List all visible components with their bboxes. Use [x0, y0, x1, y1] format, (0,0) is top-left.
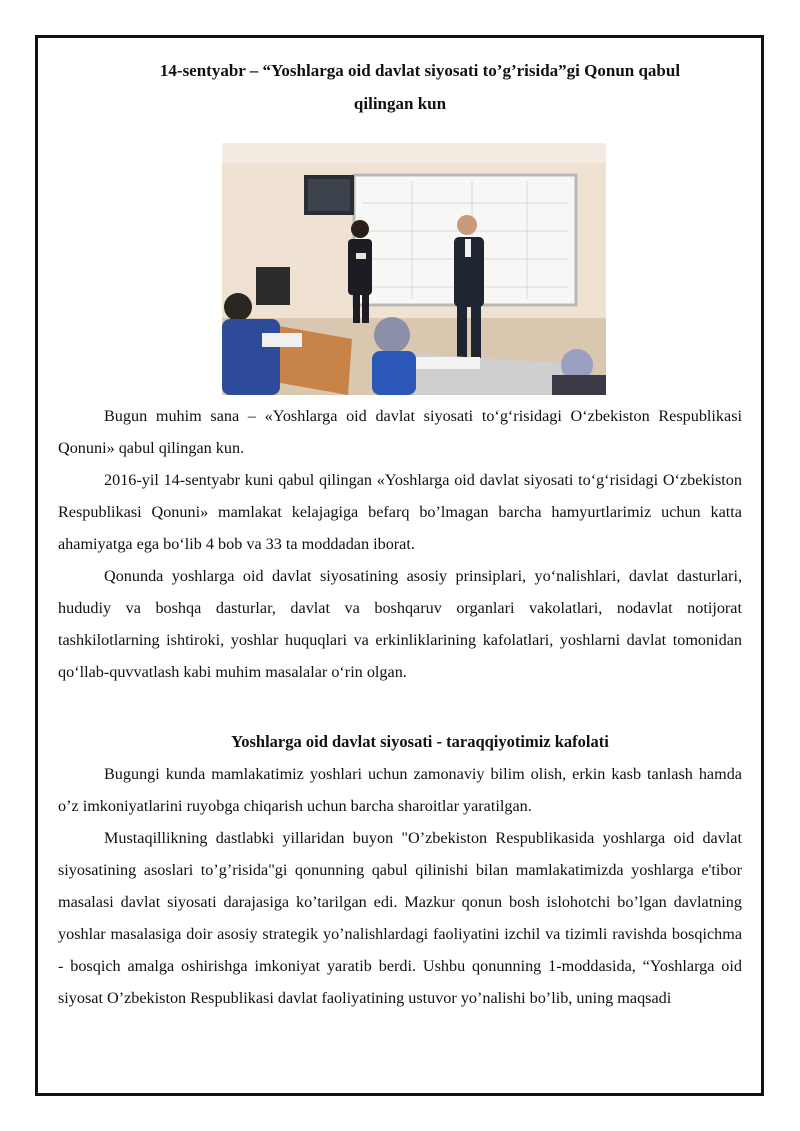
title-line-2: qilingan kun: [353, 94, 447, 113]
paragraph-4: Bugungi kunda mamlakatimiz yoshlari uchun zamonaviy bilim olish, erkin kasb tanlash hamda o’z imkoniyatlarini ruyobga chiqarish uchun barcha sharoitlar yaratilgan.: [58, 765, 742, 815]
paragraph-2: 2016-yil 14-sentyabr kuni qabul qilingan «Yoshlarga oid davlat siyosati to‘g‘risidagi O‘zbekiston Respublikasi Qonuni» mamlakat kelajagiga befarq bo’lmagan barcha hamyurtlarimiz uchun katta ahamiyatga ega bo‘lib 4 bob va 33 ta moddadan iborat.: [58, 471, 742, 553]
title-line-1: 14-sentyabr – “Yoshlarga oid davlat siyosati to’g’risida”gi Qonun qabul: [159, 61, 681, 80]
paragraph-3: Qonunda yoshlarga oid davlat siyosatining asosiy prinsiplari, yo‘nalishlari, davlat dasturlari, hududiy va boshqa dasturlar, davlat va boshqaruv organlari vakolatlari, nodavlat notijorat tashkilotlarning ishtiroki, yoshlar huquqlari va erkinliklarining kafolatlari, yoshlarni davlat tomonidan qo‘llab-quvvatlash kabi muhim masalalar o‘rin olgan.: [58, 567, 742, 681]
classroom-photo: [222, 143, 606, 395]
intro-section: [58, 400, 742, 688]
section-heading: Yoshlarga oid davlat siyosati - taraqqiyotimiz kafolati: [231, 732, 609, 751]
paragraph-1: Bugun muhim sana – «Yoshlarga oid davlat siyosati to‘g‘risidagi O‘zbekiston Respublikasi Qonuni» qabul qilingan kun.: [58, 407, 742, 457]
paragraph-5: Mustaqillikning dastlabki yillaridan buyon "O’zbekiston Respublikasida yoshlarga oid davlat siyosatining asoslari to’g’risida"gi qonunning qabul qilinishi bilan mamlakatimizda yoshlarga e'tibor masalasi davlat siyosati darajasiga ko’tarilgan edi. Mazkur qonun bosh islohotchi bo’lgan davlatning yoshlar masalasiga doir asosiy strategik yo’nalishlardagi faoliyatini izchil va tizimli ravishda bosqichma - bosqich amalga oshirishga imkoniyat yaratib berdi. Ushbu qonunning 1-moddasida, “Yoshlarga oid siyosat O’zbekiston Respublikasi davlat faoliyatining ustuvor yo’nalishi bo’lib, uning maqsadi: [58, 829, 742, 1007]
document-title: [60, 54, 740, 120]
main-section: [58, 758, 742, 1014]
